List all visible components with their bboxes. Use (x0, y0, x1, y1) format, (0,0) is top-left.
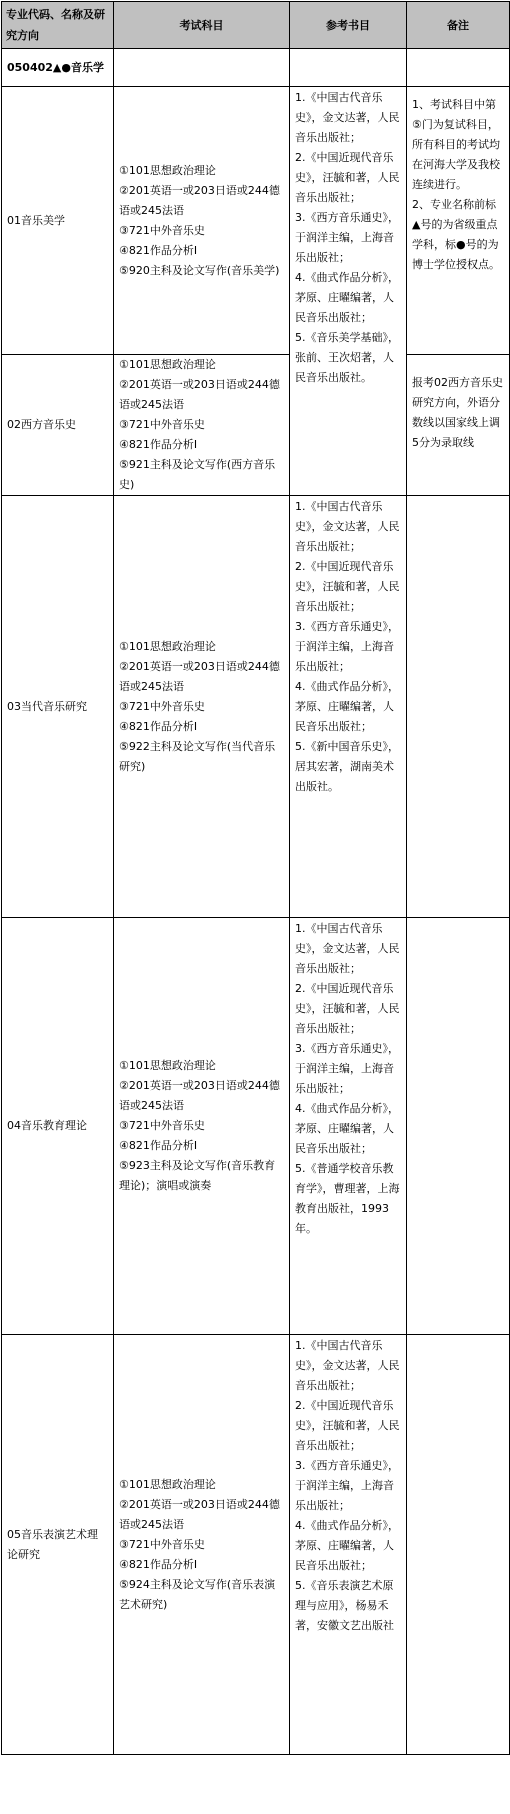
books-cell: 1.《中国古代音乐史》，金文达著，人民音乐出版社； 2.《中国近现代音乐史》，汪毓和著，人民音乐出版社； 3.《西方音乐通史》，于润洋主编，上海音乐出版社； 4.《曲式作品分析》，茅原、庄曜编著，人民音乐出版社； 5.《新中国音乐史》，居其宏著，湖南美术出版社。 (290, 496, 407, 918)
header-notes: 备注 (407, 2, 510, 49)
direction-cell: 04音乐教育理论 (2, 918, 114, 1335)
subjects-cell: ①101思想政治理论 ②201英语一或203日语或244德语或245法语 ③721中外音乐史 ④821作品分析Ⅰ ⑤921主科及论文写作(西方音乐史) (114, 355, 290, 496)
direction-cell: 03当代音乐研究 (2, 496, 114, 918)
header-major: 专业代码、名称及研究方向 (2, 2, 114, 49)
table-row (2, 87, 510, 355)
subjects-cell: ①101思想政治理论 ②201英语一或203日语或244德语或245法语 ③721中外音乐史 ④821作品分析Ⅰ ⑤923主科及论文写作(音乐教育理论)；演唱或演奏 (114, 918, 290, 1335)
books-cell: 1.《中国古代音乐史》，金文达著，人民音乐出版社； 2.《中国近现代音乐史》，汪毓和著，人民音乐出版社； 3.《西方音乐通史》，于润洋主编，上海音乐出版社； 4.《曲式作品分析》，茅原、庄曜编著，人民音乐出版社； 5.《音乐表演艺术原理与应用》，杨易禾著，安徽文艺出版社 (290, 1335, 407, 1755)
books-cell: 1.《中国古代音乐史》，金文达著，人民音乐出版社； 2.《中国近现代音乐史》，汪毓和著，人民音乐出版社； 3.《西方音乐通史》，于润洋主编，上海音乐出版社； 4.《曲式作品分析》，茅原、庄曜编著，人民音乐出版社； 5.《音乐美学基础》，张前、王次炤著，人民音乐出版社。 (290, 87, 407, 496)
subjects-cell: ①101思想政治理论 ②201英语一或203日语或244德语或245法语 ③721中外音乐史 ④821作品分析Ⅰ ⑤924主科及论文写作(音乐表演艺术研究) (114, 1335, 290, 1755)
empty-cell (407, 918, 510, 1335)
table-row (2, 496, 510, 918)
subjects-cell: ①101思想政治理论 ②201英语一或203日语或244德语或245法语 ③721中外音乐史 ④821作品分析Ⅰ ⑤922主科及论文写作(当代音乐研究) (114, 496, 290, 918)
header-row (2, 2, 510, 49)
subjects-cell: ①101思想政治理论 ②201英语一或203日语或244德语或245法语 ③721中外音乐史 ④821作品分析Ⅰ ⑤920主科及论文写作(音乐美学) (114, 87, 290, 355)
empty-cell (407, 49, 510, 87)
empty-cell (114, 49, 290, 87)
empty-cell (407, 1335, 510, 1755)
notes-cell: 报考02西方音乐史研究方向，外语分数线以国家线上调5分为录取线 (407, 355, 510, 496)
table-row (2, 1335, 510, 1755)
empty-cell (290, 49, 407, 87)
table-row (2, 918, 510, 1335)
direction-cell: 01音乐美学 (2, 87, 114, 355)
books-cell: 1.《中国古代音乐史》，金文达著，人民音乐出版社； 2.《中国近现代音乐史》，汪毓和著，人民音乐出版社； 3.《西方音乐通史》，于润洋主编，上海音乐出版社； 4.《曲式作品分析》，茅原、庄曜编著，人民音乐出版社； 5.《普通学校音乐教育学》，曹理著，上海教育出版社，1993年。 (290, 918, 407, 1335)
exam-table (1, 1, 510, 1755)
header-books: 参考书目 (290, 2, 407, 49)
major-code: 050402▲●音乐学 (2, 49, 114, 87)
header-subjects: 考试科目 (114, 2, 290, 49)
notes-cell: 1、考试科目中第⑤门为复试科目，所有科目的考试均在河海大学及我校连续进行。 2、专业名称前标▲号的为省级重点学科，标●号的为博士学位授权点。 (407, 87, 510, 355)
direction-cell: 02西方音乐史 (2, 355, 114, 496)
table-row (2, 355, 510, 496)
major-row (2, 49, 510, 87)
empty-cell (407, 496, 510, 918)
direction-cell: 05音乐表演艺术理论研究 (2, 1335, 114, 1755)
